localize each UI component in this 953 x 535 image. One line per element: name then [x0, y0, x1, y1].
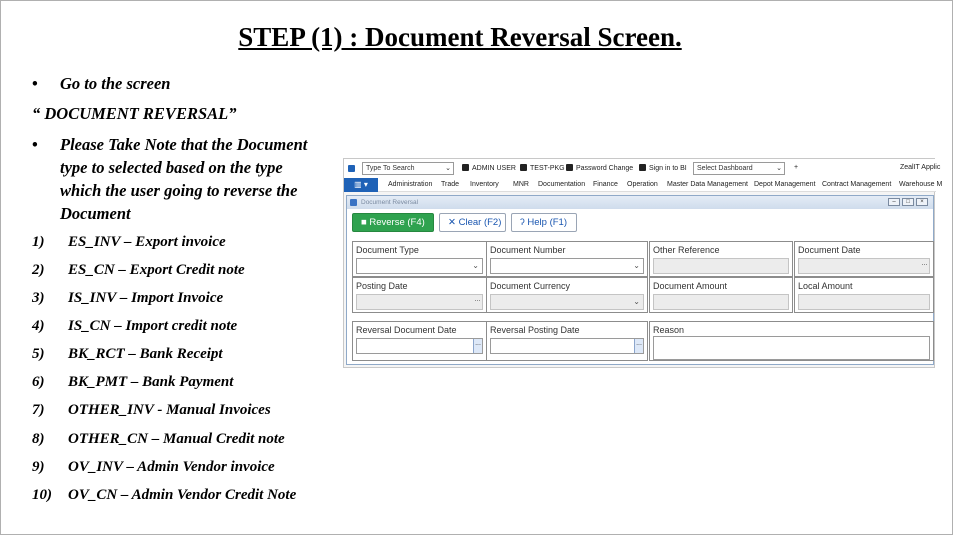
list-item: ES_CN – Export Credit note — [68, 262, 245, 278]
document-type-label: Document Type — [356, 245, 419, 255]
app-toolbar — [344, 159, 941, 178]
document-amount-label: Document Amount — [653, 281, 728, 291]
reverse-button[interactable]: ■ Reverse (F4) — [352, 213, 434, 232]
menu-item-master-data[interactable]: Master Data Management — [667, 181, 748, 188]
other-reference-field — [653, 258, 789, 274]
document-number-cell — [486, 241, 648, 277]
maximize-icon[interactable]: □ — [902, 198, 914, 206]
menu-item-depot[interactable]: Depot Management — [754, 181, 816, 188]
list-number: 1) — [32, 234, 45, 250]
bullet-take-note: • Please Take Note that the Document type to selected based on the type which the user going to reverse the Document — [32, 135, 308, 223]
document-amount-field — [653, 294, 789, 310]
document-date-label: Document Date — [798, 245, 861, 255]
list-item: IS_CN – Import credit note — [68, 318, 238, 334]
posting-date-label: Posting Date — [356, 281, 408, 291]
password-change-link[interactable]: Password Change — [566, 164, 633, 172]
reversal-posting-date-cell — [486, 321, 648, 361]
menu-item-trade[interactable]: Trade — [441, 181, 460, 188]
document-amount-cell — [649, 277, 793, 313]
reason-label: Reason — [653, 325, 685, 335]
reversal-posting-date-field[interactable] — [490, 338, 644, 354]
other-reference-cell — [649, 241, 793, 277]
chevron-down-icon: ⌄ — [633, 297, 640, 306]
list-item: BK_PMT – Bank Payment — [68, 374, 234, 390]
document-type-cell — [352, 241, 487, 277]
lock-icon — [566, 164, 573, 171]
dashboard-select[interactable]: Select Dashboard ⌄ — [693, 162, 785, 175]
user-menu[interactable]: ADMIN USER — [462, 164, 516, 172]
search-input[interactable]: Type To Search ⌄ — [362, 162, 454, 175]
other-reference-label: Other Reference — [653, 245, 720, 255]
posting-date-cell — [352, 277, 487, 313]
posting-date-field — [356, 294, 483, 310]
menu-item-finance[interactable]: Finance — [593, 181, 618, 188]
document-date-cell — [794, 241, 934, 277]
menu-item-contract[interactable]: Contract Management — [822, 181, 892, 188]
package-menu[interactable]: TEST-PKG — [520, 164, 565, 172]
document-type-select[interactable] — [356, 258, 483, 274]
list-number: 4) — [32, 318, 45, 334]
chevron-down-icon: ⌄ — [776, 165, 782, 172]
app-name: ZealIT Applic — [900, 164, 941, 171]
reason-textarea[interactable] — [653, 336, 930, 360]
ellipsis-icon[interactable]: ... — [473, 339, 482, 353]
list-item: BK_RCT – Bank Receipt — [68, 346, 223, 362]
ellipsis-icon[interactable]: ... — [634, 339, 643, 353]
add-tab-button[interactable]: + — [794, 164, 799, 171]
chevron-down-icon: ⌄ — [472, 261, 479, 270]
document-date-field — [798, 258, 930, 274]
reversal-document-date-cell — [352, 321, 487, 361]
ellipsis-icon: ... — [921, 260, 928, 267]
reversal-posting-date-label: Reversal Posting Date — [490, 325, 580, 335]
reversal-document-date-label: Reversal Document Date — [356, 325, 457, 335]
local-amount-cell — [794, 277, 934, 313]
chevron-down-icon: ⌄ — [633, 261, 640, 270]
list-number: 6) — [32, 374, 45, 390]
list-item: OV_INV – Admin Vendor invoice — [68, 459, 275, 475]
list-number: 2) — [32, 262, 45, 278]
list-number: 5) — [32, 346, 45, 362]
list-item: IS_INV – Import Invoice — [68, 290, 224, 306]
sign-in-bi-link[interactable]: Sign in to BI — [639, 164, 687, 172]
list-number: 9) — [32, 459, 45, 475]
list-item: OTHER_INV - Manual Invoices — [68, 402, 271, 418]
local-amount-field — [798, 294, 930, 310]
app-logo-icon — [348, 165, 355, 172]
ellipsis-icon: ... — [474, 296, 481, 303]
list-number: 7) — [32, 402, 45, 418]
list-item: OTHER_CN – Manual Credit note — [68, 431, 285, 447]
window-icon — [350, 199, 357, 206]
user-icon — [462, 164, 469, 171]
main-menu-bar — [344, 178, 943, 192]
slide-title: STEP (1) : Document Reversal Screen. — [238, 22, 682, 52]
local-amount-label: Local Amount — [798, 281, 853, 291]
menu-item-warehouse[interactable]: Warehouse M — [899, 181, 943, 188]
document-number-select[interactable] — [490, 258, 644, 274]
list-number: 3) — [32, 290, 45, 306]
document-currency-select — [490, 294, 644, 310]
minimize-icon[interactable]: – — [888, 198, 900, 206]
close-icon[interactable]: × — [916, 198, 928, 206]
clear-button[interactable]: ✕ Clear (F2) — [439, 213, 506, 232]
app-screenshot — [343, 158, 943, 368]
list-number: 10) — [32, 487, 52, 503]
chart-icon — [639, 164, 646, 171]
list-item: ES_INV – Export invoice — [68, 234, 226, 250]
menu-item-inventory[interactable]: Inventory — [470, 181, 499, 188]
reversal-document-date-field[interactable] — [356, 338, 483, 354]
chevron-down-icon: ⌄ — [445, 165, 451, 172]
menu-item-operation[interactable]: Operation — [627, 181, 658, 188]
list-item: OV_CN – Admin Vendor Credit Note — [68, 487, 297, 503]
briefcase-icon — [520, 164, 527, 171]
document-currency-label: Document Currency — [490, 281, 571, 291]
reason-cell — [649, 321, 934, 361]
start-menu-button[interactable]: ▥ ▾ — [344, 178, 378, 192]
menu-item-documentation[interactable]: Documentation — [538, 181, 586, 188]
document-number-label: Document Number — [490, 245, 566, 255]
document-currency-cell — [486, 277, 648, 313]
bullet-screen-name: “ DOCUMENT REVERSAL” — [32, 104, 237, 123]
document-reversal-window — [346, 195, 934, 365]
list-number: 8) — [32, 431, 45, 447]
menu-item-mnr[interactable]: MNR — [513, 181, 529, 188]
bullet-go-to-screen: • Go to the screen — [32, 74, 171, 93]
menu-item-administration[interactable]: Administration — [388, 181, 433, 188]
window-title-bar: Document Reversal – □ × — [347, 196, 933, 209]
help-button[interactable]: ʔ Help (F1) — [511, 213, 577, 232]
